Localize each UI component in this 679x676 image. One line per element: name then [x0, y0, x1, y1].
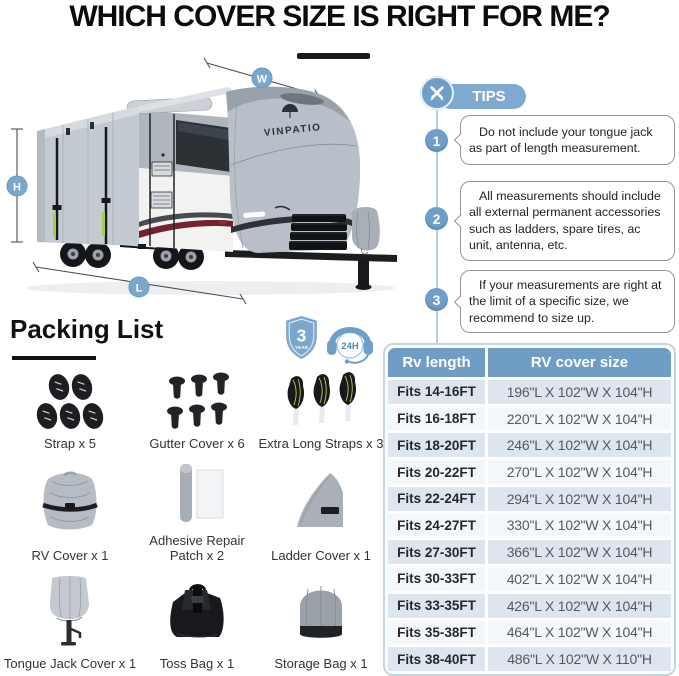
extra-long-straps-icon — [281, 366, 361, 437]
rv-length-cell: Fits 18-20FT — [388, 433, 485, 457]
column-header-cover-size: RV cover size — [488, 348, 671, 377]
item-label: Tongue Jack Cover x 1 — [3, 656, 137, 672]
tongue-jack-cover — [352, 207, 380, 251]
strap-icon — [34, 366, 106, 437]
tip-text-3: If your measurements are right at the limit of a specific size, we recommend to size up. — [469, 278, 662, 325]
gutter-cover-icon — [159, 366, 235, 437]
packing-item-extra-long-straps — [256, 366, 386, 454]
rv-cover-illustration — [0, 48, 430, 310]
item-label: RV Cover x 1 — [31, 548, 109, 564]
reflective-strip — [53, 214, 56, 236]
rv-length-cell: Fits 14-16FT — [388, 380, 485, 404]
roof-vent — [297, 53, 370, 59]
tongue-jack-cover-icon — [45, 566, 95, 657]
item-label: Ladder Cover x 1 — [271, 548, 371, 564]
heading-underline — [12, 356, 96, 360]
packing-item-rv-cover — [2, 454, 138, 566]
cover-size-cell: 246"L X 102"W X 104"H — [488, 433, 671, 457]
tip-number-2: 2 — [425, 207, 448, 230]
packing-item-storage-bag — [256, 566, 386, 674]
rv-length-cell: Fits 20-22FT — [388, 460, 485, 484]
tip-bubble-3 — [460, 270, 675, 333]
length-label: L — [135, 282, 143, 295]
size-table — [383, 343, 676, 676]
item-label: Adhesive Repair Patch x 2 — [149, 533, 245, 564]
packing-item-gutter-cover — [138, 366, 256, 454]
ground-shadow — [25, 281, 395, 295]
reflective-strip — [102, 212, 105, 236]
item-label: Extra Long Straps x 3 — [258, 436, 384, 452]
cover-size-cell: 426"L X 102"W X 104"H — [488, 594, 671, 618]
item-label: Toss Bag x 1 — [159, 656, 235, 672]
rv-length-cell: Fits 22-24FT — [388, 487, 485, 511]
packing-items-grid — [2, 366, 386, 674]
width-label: W — [256, 73, 268, 86]
cover-size-cell: 220"L X 102"W X 104"H — [488, 407, 671, 431]
ladder-cover-icon — [292, 454, 350, 549]
item-label: Storage Bag x 1 — [274, 656, 368, 672]
packing-list-heading: Packing List — [10, 314, 164, 344]
exposed-trailer-side — [127, 97, 233, 252]
support-hours: 24H — [341, 341, 359, 352]
tip-bubble-1 — [460, 115, 675, 165]
packing-item-strap — [2, 366, 138, 454]
packing-item-toss-bag — [138, 566, 256, 674]
page-title: WHICH COVER SIZE IS RIGHT FOR ME? — [69, 0, 610, 33]
rv-length-cell: Fits 27-30FT — [388, 540, 485, 564]
rv-length-cell: Fits 35-38FT — [388, 621, 485, 645]
item-label: Gutter Cover x 6 — [149, 436, 245, 452]
cover-size-cell: 270"L X 102"W X 104"H — [488, 460, 671, 484]
rv-length-cell: Fits 16-18FT — [388, 407, 485, 431]
height-label: H — [13, 181, 21, 194]
rv-length-cell: Fits 38-40FT — [388, 647, 485, 671]
tip-number-1: 1 — [425, 129, 448, 152]
packing-item-repair-patch — [138, 454, 256, 566]
rv-length-cell: Fits 24-27FT — [388, 514, 485, 538]
cover-size-cell: 294"L X 102"W X 104"H — [488, 487, 671, 511]
tip-number-3: 3 — [425, 288, 448, 311]
packing-item-ladder-cover — [256, 454, 386, 566]
support-headset-icon — [324, 318, 376, 369]
crossed-pencils-icon — [420, 76, 454, 110]
cover-size-cell: 464"L X 102"W X 104"H — [488, 621, 671, 645]
item-label: Strap x 5 — [43, 436, 97, 452]
rv-cover-icon — [38, 454, 102, 549]
storage-bag-icon — [292, 566, 350, 657]
tip-text-1: Do not include your tongue jack as part of length measurement. — [469, 124, 653, 155]
repair-patch-icon — [166, 454, 228, 534]
tips-section — [415, 74, 679, 336]
toss-bag-icon — [165, 566, 229, 657]
rv-length-cell: Fits 30-33FT — [388, 567, 485, 591]
cover-size-cell: 330"L X 102"W X 104"H — [488, 514, 671, 538]
cover-size-cell: 366"L X 102"W X 104"H — [488, 540, 671, 564]
cover-size-cell: 486"L X 102"W X 110"H — [488, 647, 671, 671]
warranty-sub: YEAR — [294, 344, 309, 350]
cover-size-cell: 402"L X 102"W X 104"H — [488, 567, 671, 591]
tips-badge: TIPS — [438, 84, 526, 109]
tip-bubble-2 — [460, 181, 675, 261]
column-header-rv-length: Rv length — [388, 348, 485, 377]
tip-text-2: All measurements should include all external permanent accessories such as ladders, spare tires, ac unit, antenna, etc. — [469, 189, 661, 253]
warranty-shield-icon — [283, 315, 320, 365]
rv-length-cell: Fits 33-35FT — [388, 594, 485, 618]
warranty-years: 3 — [296, 325, 307, 346]
cover-size-cell: 196"L X 102"W X 104"H — [488, 380, 671, 404]
brand-text: VINPATIO — [263, 122, 323, 140]
packing-item-tongue-jack-cover — [2, 566, 138, 674]
